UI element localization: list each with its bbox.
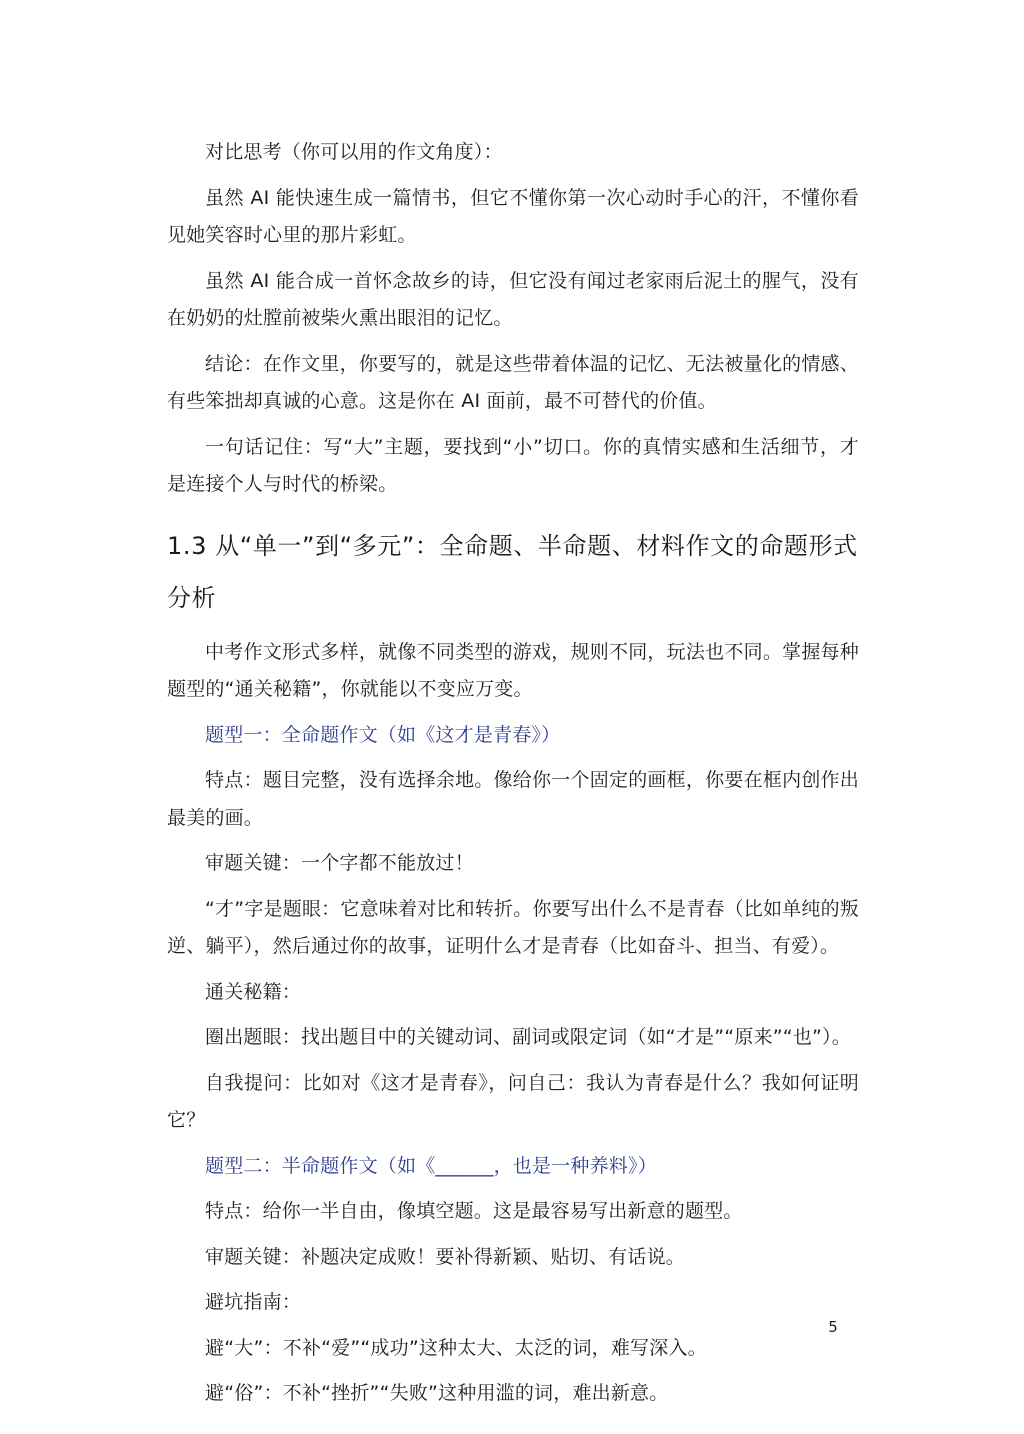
paragraph-ai-hometown-poem: 虽然 AI 能合成一首怀念故乡的诗，但它没有闻过老家雨后泥土的腥气，没有在奶奶的灶膛前被柴火熏出眼泪的记忆。 [167,269,859,329]
paragraph-one-sentence: 一句话记住：写“大”主题，要找到“小”切口。你的真情实感和生活细节，才是连接个人与时代的桥梁。 [167,435,859,495]
paragraph-ai-love-letter: 虽然 AI 能快速生成一篇情书，但它不懂你第一次心动时手心的汗，不懂你看见她笑容时心里的那片彩虹。 [167,186,859,246]
paragraph-contrast-intro: 对比思考（你可以用的作文角度）： [205,141,503,163]
subheading-type-two: 题型二：半命题作文（如《______，也是一种养料》） [205,1154,657,1177]
paragraph-type-one-eye: “才”字是题眼：它意味着对比和转折。你要写出什么不是青春（比如单纯的叛逆、躺平），然后通过你的故事，证明什么才是青春（比如奋斗、担当、有爱）。 [167,897,859,957]
paragraph-type-one-key: 审题关键：一个字都不能放过！ [205,852,474,874]
paragraph-avoid-big: 避“大”：不补“爱”“成功”这种太大、太泛的词，难写深入。 [205,1336,707,1359]
paragraph-type-two-key: 审题关键：补题决定成败！要补得新颖、贴切、有话说。 [205,1245,686,1268]
paragraph-avoid-cliche: 避“俗”：不补“挫折”“失败”这种用滥的词，难出新意。 [205,1382,669,1404]
paragraph-circle-eye: 圈出题眼：找出题目中的关键动词、副词或限定词（如“才是”“原来”“也”）。 [205,1026,851,1048]
paragraph-self-question: 自我提问：比如对《这才是青春》，问自己：我认为青春是什么？我如何证明它？ [167,1071,859,1131]
page-number: 5 [828,1318,838,1336]
paragraph-secret-label: 通关秘籍： [205,980,302,1003]
paragraph-forms-intro: 中考作文形式多样，就像不同类型的游戏，规则不同，玩法也不同。掌握每种题型的“通关秘籍”，你就能以不变应万变。 [167,640,859,700]
section-heading: 1.3 从“单一”到“多元”：全命题、半命题、材料作文的命题形式分析 [167,531,858,612]
paragraph-type-one-feature: 特点：题目完整，没有选择余地。像给你一个固定的画框，你要在框内创作出最美的画。 [167,769,859,829]
paragraph-pitfall-label: 避坑指南： [205,1291,302,1313]
paragraph-type-two-feature: 特点：给你一半自由，像填空题。这是最容易写出新意的题型。 [205,1200,743,1222]
page-content [167,134,859,1421]
paragraph-conclusion: 结论：在作文里，你要写的，就是这些带着体温的记忆、无法被量化的情感、有些笨拙却真诚的心意。这是你在 AI 面前，最不可替代的价值。 [167,352,859,412]
subheading-type-one: 题型一：全命题作文（如《这才是青春》） [205,723,561,746]
